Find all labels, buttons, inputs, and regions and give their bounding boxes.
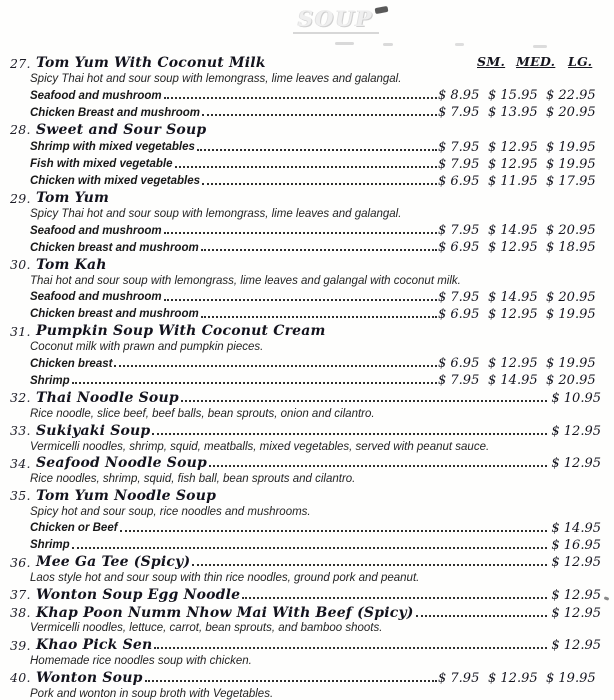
menu-item [0, 53, 601, 119]
dotted-leader [181, 400, 547, 402]
dotted-leader [202, 114, 437, 116]
item-name-row [0, 585, 601, 602]
item-variant-row [0, 85, 601, 102]
item-name-row [0, 388, 601, 405]
price-large: $ 20.95 [546, 105, 596, 120]
item-name: Tom Yum [36, 190, 110, 207]
item-name: Mee Ga Tee (Spicy) [36, 554, 191, 571]
item-name: Seafood Noodle Soup [36, 455, 208, 472]
item-description: Vermicelli noodles, lettuce, carrot, bean sprouts, and bamboo shoots. [30, 622, 383, 635]
column-header-small: SM. [477, 54, 506, 69]
item-description: Vermicelli noodles, shrimp, squid, meatballs, mixed vegetables, served with peanut sauce. [30, 440, 490, 453]
scan-artifact [335, 42, 354, 45]
variant-name: Shrimp [30, 374, 70, 387]
dotted-leader [164, 299, 437, 301]
variant-name: Chicken breast and mushroom [30, 241, 199, 254]
item-variant-row [0, 304, 601, 321]
dotted-leader [72, 547, 547, 549]
item-description: Thai hot and sour soup with lemongrass, lime leaves and galangal with coconut milk. [30, 274, 461, 287]
item-variant-row [0, 518, 601, 535]
item-name: Sukiyaki Soup [36, 422, 151, 439]
item-number: 28. [10, 122, 31, 138]
dotted-leader [154, 647, 547, 649]
item-name: Tom Kah [36, 256, 107, 273]
item-name-row [0, 53, 601, 70]
price-medium: $ 12.95 [488, 306, 538, 322]
menu-item [0, 120, 601, 188]
price-large: $ 19.95 [546, 356, 596, 372]
item-name: Thai Noodle Soup [36, 389, 179, 406]
item-description: Spicy hot and sour soup, rice noodles and mushrooms. [30, 505, 311, 518]
item-description: Homemade rice noodles soup with chicken. [30, 655, 252, 668]
item-name-row [0, 453, 601, 470]
variant-name: Chicken with mixed vegetables [30, 175, 201, 188]
price-large: $ 20.95 [546, 289, 596, 305]
item-variant-row [0, 353, 601, 370]
price-small: $ 7.95 [438, 105, 480, 120]
scan-artifact [383, 43, 393, 46]
item-description: Coconut milk with prawn and pumpkin pieces. [30, 341, 264, 354]
price-medium: $ 11.95 [488, 173, 538, 189]
variant-name: Chicken Breast and mushroom [30, 106, 200, 119]
price-large: $ 20.95 [546, 223, 596, 239]
menu-item [0, 668, 601, 700]
item-number: 30. [10, 257, 31, 273]
price-large: $ 19.95 [546, 156, 596, 172]
item-number: 31. [10, 323, 31, 339]
scan-artifact [455, 43, 464, 46]
item-name-row [0, 255, 601, 272]
item-variant-row [0, 220, 601, 237]
price: $ 14.95 [551, 520, 601, 536]
price-large: $ 19.95 [546, 306, 596, 322]
price-medium: $ 15.95 [488, 88, 538, 103]
variant-name: Chicken breast and mushroom [30, 308, 199, 321]
dotted-leader [114, 365, 437, 367]
item-name-row [0, 668, 601, 685]
variant-name: Seafood and mushroom [30, 89, 162, 102]
variant-name: Fish with mixed vegetable [30, 158, 173, 171]
item-number: 32. [10, 390, 31, 406]
item-name: Khao Pick Sen [36, 637, 153, 654]
dotted-leader [197, 149, 437, 151]
item-description: Spicy Thai hot and sour soup with lemongrass, lime leaves and galangal. [30, 208, 402, 221]
menu-item [0, 585, 601, 602]
price: $ 12.95 [551, 555, 601, 571]
dotted-leader [120, 530, 547, 532]
item-number: 35. [10, 488, 31, 504]
menu-item [0, 635, 601, 667]
dotted-leader [242, 597, 547, 599]
item-variant-row [0, 171, 601, 188]
price-large: $ 18.95 [546, 240, 596, 256]
item-number: 36. [10, 554, 31, 570]
item-description: Spicy Thai hot and sour soup with lemongrass, lime leaves and galangal. [30, 72, 402, 85]
price: $ 12.95 [551, 456, 601, 472]
price-small: $ 7.95 [438, 373, 480, 389]
price: $ 12.95 [551, 423, 601, 439]
dotted-leader [175, 166, 437, 168]
price-medium: $ 12.95 [488, 156, 538, 172]
variant-name: Shrimp [30, 539, 70, 552]
price: $ 12.95 [551, 587, 601, 603]
item-description: Rice noodles, shrimp, squid, fish ball, bean sprouts and cilantro. [30, 473, 356, 486]
item-name-row [0, 603, 601, 620]
price-small: $ 7.95 [438, 139, 480, 155]
price-small: $ 7.95 [438, 156, 480, 172]
item-number: 27. [10, 55, 31, 71]
dotted-leader [164, 232, 437, 234]
item-name: Tom Yum With Coconut Milk [36, 55, 266, 71]
item-number: 39. [10, 637, 31, 653]
menu-item [0, 453, 601, 485]
price-small: $ 6.95 [438, 356, 480, 372]
item-name: Pumpkin Soup With Coconut Cream [36, 323, 326, 340]
menu-item [0, 486, 601, 552]
menu-item [0, 255, 601, 321]
item-number: 34. [10, 455, 31, 471]
item-number: 29. [10, 190, 31, 206]
price-medium: $ 14.95 [488, 289, 538, 305]
item-name-row [0, 321, 601, 338]
item-name: Khap Poon Numm Nhow Mai With Beef (Spicy) [36, 604, 414, 621]
price-small: $ 6.95 [438, 306, 480, 322]
price-medium: $ 12.95 [488, 356, 538, 372]
item-variant-row [0, 102, 601, 119]
item-name-row [0, 421, 601, 438]
menu-item [0, 603, 601, 635]
column-header-large: LG. [568, 54, 593, 69]
variant-name: Shrimp with mixed vegetables [30, 141, 195, 154]
dotted-leader [202, 183, 437, 185]
price-large: $ 20.95 [546, 373, 596, 389]
dotted-leader [152, 433, 547, 435]
item-name: Wonton Soup [36, 669, 143, 686]
dotted-leader [72, 382, 437, 384]
item-variant-row [0, 237, 601, 254]
item-variant-row [0, 370, 601, 387]
variant-name: Seafood and mushroom [30, 291, 162, 304]
scan-artifact [533, 45, 547, 48]
price-medium: $ 12.95 [488, 240, 538, 256]
price-small: $ 6.95 [438, 240, 480, 256]
price-large: $ 19.95 [546, 139, 596, 155]
item-variant-row [0, 287, 601, 304]
menu-items [0, 53, 614, 700]
price-medium: $ 12.95 [488, 670, 538, 686]
item-number: 38. [10, 605, 31, 621]
item-name-row [0, 635, 601, 652]
dotted-leader [201, 316, 437, 318]
price-small: $ 6.95 [438, 173, 480, 189]
price-large: $ 17.95 [546, 173, 596, 189]
price-medium: $ 14.95 [488, 223, 538, 239]
item-name: Sweet and Sour Soup [36, 121, 207, 138]
item-number: 40. [10, 670, 31, 686]
dotted-leader [164, 97, 437, 99]
price-small: $ 7.95 [438, 670, 480, 686]
scan-artifact [375, 6, 389, 14]
item-variant-row [0, 154, 601, 171]
price-large: $ 19.95 [546, 670, 596, 686]
menu-item [0, 188, 601, 254]
page-title: SOUP [293, 6, 379, 34]
item-number: 37. [10, 587, 31, 603]
dotted-leader [201, 249, 437, 251]
variant-name: Chicken or Beef [30, 522, 118, 535]
price-small: $ 8.95 [438, 88, 480, 103]
item-name: Tom Yum Noodle Soup [36, 487, 217, 504]
price: $ 12.95 [551, 605, 601, 621]
item-variant-row [0, 137, 601, 154]
price-small: $ 7.95 [438, 289, 480, 305]
price-medium: $ 12.95 [488, 139, 538, 155]
menu-item [0, 388, 601, 420]
variant-name: Chicken breast [30, 357, 113, 370]
item-description: Laos style hot and sour soup with thin rice noodles, ground pork and peanut. [30, 572, 420, 585]
item-variant-row [0, 535, 601, 552]
item-name-row [0, 188, 601, 205]
item-description: Rice noodle, slice beef, beef balls, bean sprouts, onion and cilantro. [30, 407, 375, 420]
item-name-row [0, 120, 601, 137]
price-medium: $ 13.95 [488, 105, 538, 120]
price-medium: $ 14.95 [488, 373, 538, 389]
dotted-leader [416, 615, 547, 617]
item-name-row [0, 552, 601, 569]
price-small: $ 7.95 [438, 223, 480, 239]
dotted-leader [192, 564, 547, 566]
item-name: Wonton Soup Egg Noodle [36, 586, 241, 603]
dotted-leader [209, 465, 547, 467]
menu-item [0, 552, 601, 584]
variant-name: Seafood and mushroom [30, 224, 162, 237]
item-description: Pork and wonton in soup broth with Vegetables. [30, 687, 274, 700]
menu-item [0, 321, 601, 387]
price-large: $ 22.95 [546, 88, 596, 103]
dotted-leader [145, 680, 437, 682]
item-name-row [0, 486, 601, 503]
price: $ 12.95 [551, 638, 601, 654]
column-header-medium: MED. [516, 54, 556, 69]
price: $ 10.95 [551, 390, 601, 406]
item-number: 33. [10, 423, 31, 439]
price: $ 16.95 [551, 537, 601, 553]
menu-item [0, 421, 601, 453]
